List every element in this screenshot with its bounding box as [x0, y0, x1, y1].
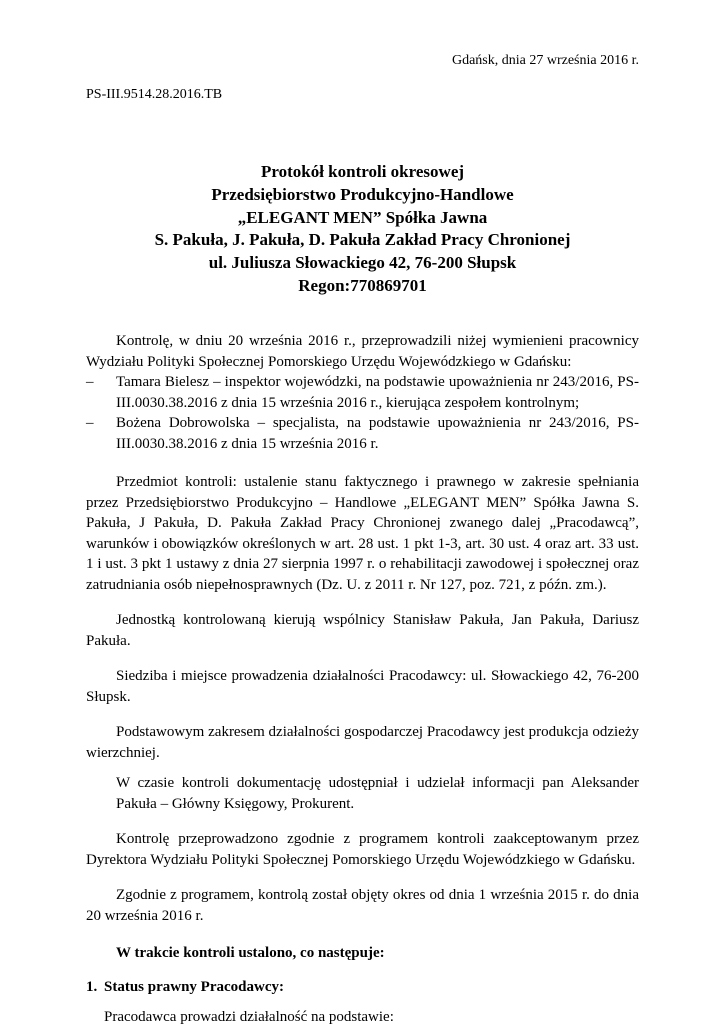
activity-paragraph: Podstawowym zakresem działalności gospodarczej Pracodawcy jest produkcja odzieży wierzchniej.: [86, 724, 639, 761]
list-item: [86, 413, 639, 454]
section-title: Status prawny Pracodawcy:: [104, 978, 284, 995]
title-line: ul. Juliusza Słowackiego 42, 76-200 Słupsk: [208, 253, 517, 273]
documentation-paragraph: W czasie kontroli dokumentację udostępniał i udzielał informacji pan Aleksander Pakuła – Główny Księgowy, Prokurent.: [116, 775, 639, 812]
section-text: Pracodawca prowadzi działalność na podstawie:: [104, 1009, 394, 1025]
title-line: Regon:770869701: [298, 275, 427, 295]
dash-bullet: –: [86, 415, 94, 431]
section-number: 1.: [86, 978, 98, 995]
document-body: [86, 331, 639, 1028]
dash-bullet: –: [86, 374, 94, 390]
program-paragraph: Kontrolę przeprowadzono zgodnie z programem kontroli zaakceptowanym przez Dyrektora Wydziału Polityki Społecznej Pomorskiego Urzędu Wojewódzkiego w Gdańsku.: [86, 831, 639, 868]
document-title: [86, 161, 639, 298]
intro-paragraph: Kontrolę, w dniu 20 września 2016 r., przeprowadzili niżej wymienieni pracownicy Wydziału Polityki Społecznej Pomorskiego Urzędu Wojewódzkiego w Gdańsku:: [86, 333, 639, 370]
list-item-text: Tamara Bielesz – inspektor wojewódzki, na podstawie upoważnienia nr 243/2016, PS-III.0030.38.2016 z dnia 15 września 2016 r., kierująca zespołem kontrolnym;: [116, 374, 639, 411]
title-line: Protokół kontroli okresowej: [260, 162, 465, 181]
list-item-text: Bożena Dobrowolska – specjalista, na podstawie upoważnienia nr 243/2016, PS-III.0030.38.2016 z dnia 15 września 2016 r.: [116, 415, 639, 452]
section-heading: [86, 977, 639, 998]
case-number: PS-III.9514.28.2016.TB: [86, 87, 223, 102]
findings-heading: W trakcie kontroli ustalono, co następuje:: [116, 945, 385, 961]
title-line: „ELEGANT MEN” Spółka Jawna: [237, 207, 488, 227]
seat-paragraph: Siedziba i miejsce prowadzenia działalności Pracodawcy: ul. Słowackiego 42, 76-200 Słupsk.: [86, 668, 639, 705]
subject-paragraph: Przedmiot kontroli: ustalenie stanu faktycznego i prawnego w zakresie spełniania przez Przedsiębiorstwo Produkcyjno – Handlowe „ELEGANT MEN” Spółka Jawna S. Pakuła, J Pakuła, D. Pakuła Zakład Pracy Chronionej zwanego dalej „Pracodawcą”, warunków i obowiązków określonych w art. 28 ust. 1 pkt 1-3, art. 30 ust. 4 oraz art. 33 ust. 1 i ust. 3 pkt 1 ustawy z dnia 27 sierpnia 1997 r. o rehabilitacji zawodowej i społecznej oraz zatrudniania osób niepełnosprawnych (Dz. U. z 2011 r. Nr 127, poz. 721, z późn. zm.).: [86, 474, 639, 593]
inspectors-list: [86, 372, 639, 454]
place-date: Gdańsk, dnia 27 września 2016 r.: [451, 53, 639, 68]
title-line: Przedsiębiorstwo Produkcyjno-Handlowe: [211, 184, 514, 204]
managed-by-paragraph: Jednostką kontrolowaną kierują wspólnicy Stanisław Pakuła, Jan Pakuła, Dariusz Pakuła.: [86, 612, 639, 649]
title-line: S. Pakuła, J. Pakuła, D. Pakuła Zakład Pracy Chronionej: [154, 230, 571, 250]
list-item: [86, 372, 639, 413]
period-paragraph: Zgodnie z programem, kontrolą został objęty okres od dnia 1 września 2015 r. do dnia 20 września 2016 r.: [86, 887, 639, 924]
